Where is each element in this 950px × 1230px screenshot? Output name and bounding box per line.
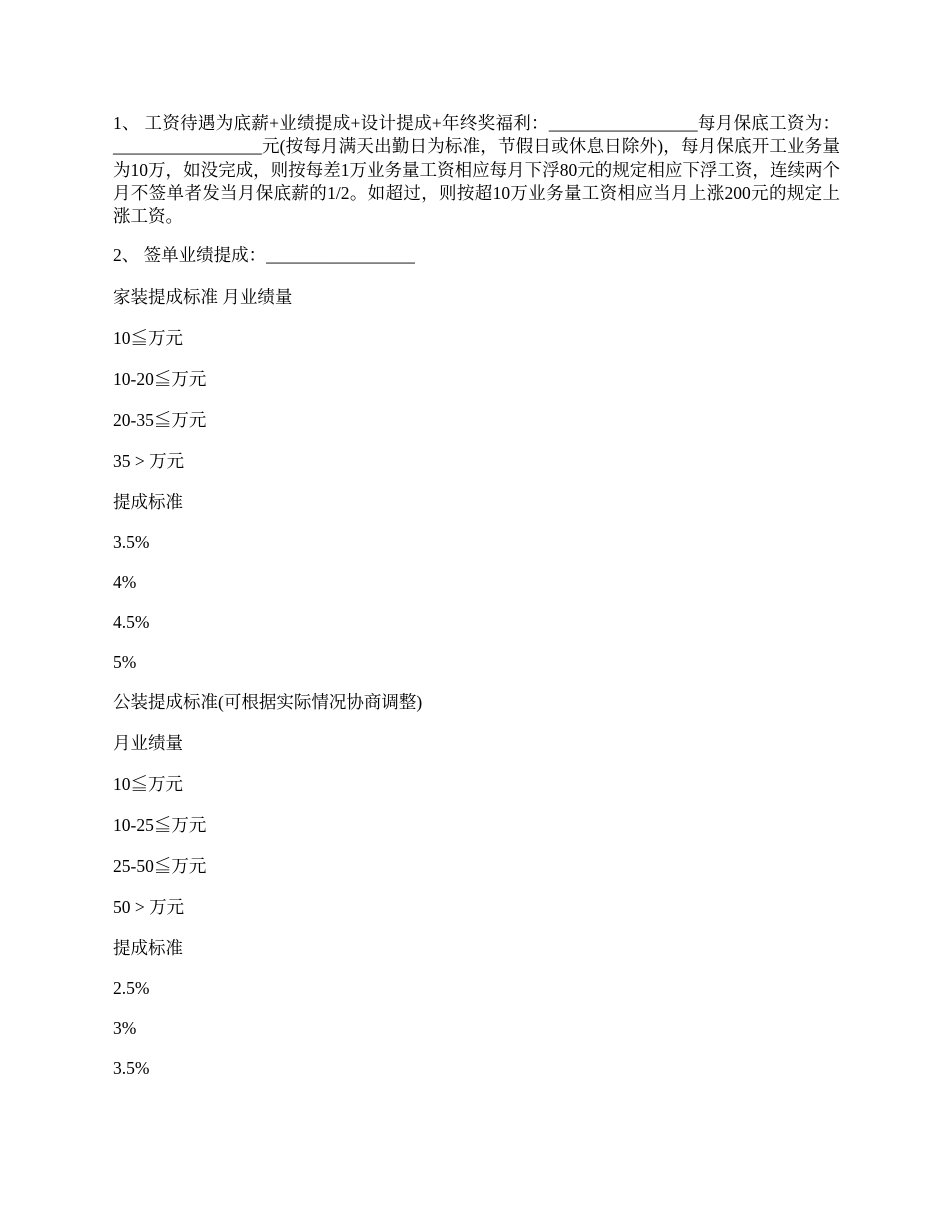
paragraph-salary-terms: 1、 工资待遇为底薪+业绩提成+设计提成+年终奖福利：_________________每月保底工资为：_________________元(按每月满天出勤日为标准，节假日或休息日除外)，每月保底开工业务量为10万，如没完成，则按每差1万业务量工资相应每月下浮80元的规定相应下浮工资，连续两个月不签单者发当月保底薪的1/2。如超过，则按超10万业务量工资相应当月上涨200元的规定上涨工资。 <box>113 113 840 227</box>
office-commission-heading: 公装提成标准(可根据实际情况协商调整) <box>113 692 423 712</box>
home-tier-2: 10-20≦万元 <box>113 369 207 389</box>
home-rate-3: 4.5% <box>113 612 150 632</box>
office-tier-3: 25-50≦万元 <box>113 856 207 876</box>
office-rate-1: 2.5% <box>113 978 150 998</box>
home-commission-heading: 家装提成标准 月业绩量 <box>113 287 293 307</box>
office-tier-1: 10≦万元 <box>113 774 183 794</box>
home-tier-3: 20-35≦万元 <box>113 410 207 430</box>
paragraph-signing-commission: 2、 签单业绩提成：_________________ <box>113 245 415 265</box>
home-rate-4: 5% <box>113 652 137 672</box>
home-rate-2: 4% <box>113 572 137 592</box>
office-tier-4: 50 > 万元 <box>113 897 185 917</box>
office-tier-2: 10-25≦万元 <box>113 815 207 835</box>
office-rate-2: 3% <box>113 1018 137 1038</box>
home-tier-1: 10≦万元 <box>113 328 183 348</box>
home-tier-4: 35 > 万元 <box>113 451 185 471</box>
office-rate-3: 3.5% <box>113 1058 150 1078</box>
office-rate-heading: 提成标准 <box>113 938 183 958</box>
office-monthly-volume-heading: 月业绩量 <box>113 733 183 753</box>
home-rate-heading: 提成标准 <box>113 492 183 512</box>
home-rate-1: 3.5% <box>113 532 150 552</box>
